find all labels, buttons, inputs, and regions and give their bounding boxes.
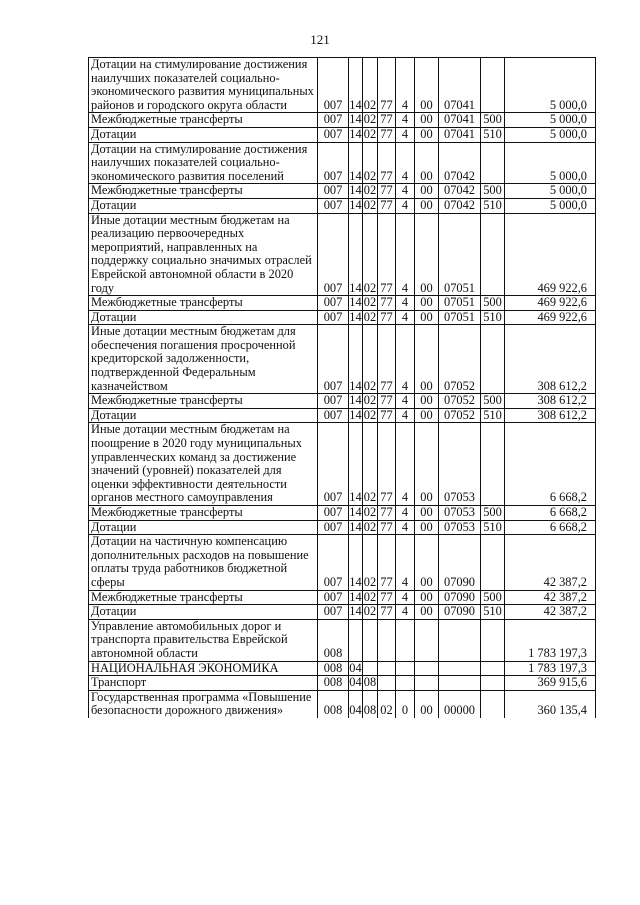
- amount-cell: 308 612,2: [505, 394, 596, 409]
- subprogram-code-cell: 4: [396, 506, 415, 521]
- subprogram-code-cell: 4: [396, 113, 415, 128]
- table-row: [89, 113, 596, 128]
- table-row: [89, 590, 596, 605]
- ved-code-cell: 007: [318, 520, 349, 535]
- expense-type-cell: [481, 423, 505, 506]
- expense-type-cell: 500: [481, 113, 505, 128]
- expense-type-cell: 500: [481, 184, 505, 199]
- section-code-cell: 04: [349, 690, 363, 718]
- subsection-code-cell: 02: [363, 325, 378, 394]
- program-code-cell: 77: [378, 310, 396, 325]
- ved-code-cell: 007: [318, 394, 349, 409]
- table-row: [89, 310, 596, 325]
- subprogram-code-cell: 4: [396, 590, 415, 605]
- subprogram-code-cell: 4: [396, 296, 415, 311]
- expense-type-cell: [481, 142, 505, 184]
- subsection-code-cell: 02: [363, 58, 378, 113]
- amount-cell: 369 915,6: [505, 676, 596, 691]
- section-code-cell: 14: [349, 520, 362, 534]
- ved-code-cell: 008: [318, 690, 349, 718]
- subsection-code-cell: 08: [363, 675, 377, 690]
- subsection-code-cell: 08: [363, 690, 378, 718]
- row-name-cell: Государственная программа «Повышение безопасности дорожного движения»: [89, 690, 318, 718]
- subprogram-code-cell: 0: [396, 690, 415, 718]
- expense-type-cell: [481, 535, 505, 590]
- section-code-cell: 14: [349, 142, 363, 184]
- expense-type-cell: 510: [481, 605, 505, 620]
- subprogram-code-cell: 4: [396, 213, 415, 296]
- subsection-code-cell: 02: [363, 142, 378, 184]
- expense-type-cell: 510: [481, 520, 505, 535]
- direction-code-cell: 07041: [439, 113, 481, 128]
- table-row: [89, 605, 596, 620]
- expense-type-cell: 510: [481, 408, 505, 423]
- subprogram-code-cell: 4: [396, 58, 415, 113]
- program-code-cell: [378, 619, 396, 661]
- direction-code-cell: 07052: [439, 325, 481, 394]
- table-row: [89, 198, 596, 213]
- subsection-code-cell: 02: [363, 590, 377, 604]
- amount-cell: 1 783 197,3: [505, 661, 596, 676]
- row-name-cell: Межбюджетные трансферты: [89, 113, 318, 128]
- section-code-cell: 14: [349, 112, 362, 127]
- program-code-cell: 77: [378, 423, 396, 506]
- subsection-code-cell: 02: [363, 112, 377, 127]
- subprogram-code-cell: 4: [396, 142, 415, 184]
- subprogram-code-cell: [396, 676, 415, 691]
- ved-code-cell: 007: [318, 325, 349, 394]
- section-code-cell: 14: [349, 183, 362, 198]
- row-name-cell: Управление автомобильных дорог и транспорта правительства Еврейской автономной области: [89, 619, 318, 661]
- event-code-cell: 00: [415, 296, 439, 311]
- direction-code-cell: 07090: [439, 535, 481, 590]
- expense-type-cell: [481, 619, 505, 661]
- ved-code-cell: 007: [318, 213, 349, 296]
- table-row: [89, 690, 596, 718]
- program-code-cell: 77: [378, 58, 396, 113]
- table-row: [89, 394, 596, 409]
- direction-code-cell: 07041: [439, 127, 481, 142]
- ved-code-cell: 007: [318, 127, 349, 142]
- subprogram-code-cell: 4: [396, 394, 415, 409]
- expense-type-cell: 510: [481, 127, 505, 142]
- amount-cell: 469 922,6: [505, 310, 596, 325]
- table-row: [89, 423, 596, 506]
- table-body: [89, 58, 596, 718]
- program-code-cell: 77: [378, 590, 396, 605]
- table-row: [89, 325, 596, 394]
- program-code-cell: 77: [378, 535, 396, 590]
- ved-code-cell: 008: [318, 661, 349, 676]
- direction-code-cell: 07052: [439, 408, 481, 423]
- expense-type-cell: 500: [481, 296, 505, 311]
- section-code-cell: 14: [349, 295, 362, 310]
- table-row: [89, 213, 596, 296]
- program-code-cell: 77: [378, 184, 396, 199]
- row-name-cell: Дотации: [89, 605, 318, 620]
- table-row: [89, 676, 596, 691]
- subprogram-code-cell: 4: [396, 198, 415, 213]
- direction-code-cell: [439, 661, 481, 676]
- event-code-cell: 00: [415, 506, 439, 521]
- program-code-cell: 77: [378, 127, 396, 142]
- table-row: [89, 296, 596, 311]
- event-code-cell: [415, 661, 439, 676]
- program-code-cell: [378, 676, 396, 691]
- subsection-code-cell: 02: [363, 535, 378, 590]
- row-name-cell: Дотации на стимулирование достижения наилучших показателей социально-экономического развития поселений: [89, 142, 318, 184]
- amount-cell: 42 387,2: [505, 535, 596, 590]
- direction-code-cell: 07052: [439, 394, 481, 409]
- subprogram-code-cell: 4: [396, 325, 415, 394]
- event-code-cell: 00: [415, 690, 439, 718]
- row-name-cell: Иные дотации местным бюджетам на реализацию первоочередных мероприятий, направленных на поддержку социально значимых отраслей Еврейской автономной области в 2020 году: [89, 213, 318, 296]
- event-code-cell: 00: [415, 310, 439, 325]
- program-code-cell: 77: [378, 520, 396, 535]
- program-code-cell: 77: [378, 213, 396, 296]
- ved-code-cell: 007: [318, 296, 349, 311]
- row-name-cell: Дотации: [89, 408, 318, 423]
- section-code-cell: [349, 619, 363, 661]
- subsection-code-cell: [363, 661, 378, 676]
- row-name-cell: Иные дотации местным бюджетам на поощрение в 2020 году муниципальных управленческих команд за достижение значений (уровней) показателей для оценки эффективности деятельности органов местного самоуправления: [89, 423, 318, 506]
- section-code-cell: 14: [349, 408, 362, 422]
- row-name-cell: Межбюджетные трансферты: [89, 184, 318, 199]
- expense-type-cell: [481, 690, 505, 718]
- event-code-cell: 00: [415, 423, 439, 506]
- row-name-cell: Дотации: [89, 520, 318, 535]
- amount-cell: 5 000,0: [505, 58, 596, 113]
- amount-cell: 42 387,2: [505, 590, 596, 605]
- subprogram-code-cell: 4: [396, 535, 415, 590]
- subprogram-code-cell: 4: [396, 520, 415, 535]
- amount-cell: 1 783 197,3: [505, 619, 596, 661]
- ved-code-cell: 007: [318, 506, 349, 521]
- expense-type-cell: [481, 58, 505, 113]
- table-row: [89, 127, 596, 142]
- section-code-cell: 14: [349, 213, 363, 296]
- event-code-cell: 00: [415, 58, 439, 113]
- subsection-code-cell: 02: [363, 604, 377, 619]
- section-code-cell: 14: [349, 393, 362, 408]
- amount-cell: 469 922,6: [505, 213, 596, 296]
- row-name-cell: Дотации: [89, 127, 318, 142]
- section-code-cell: 14: [349, 590, 362, 604]
- subprogram-code-cell: [396, 661, 415, 676]
- subprogram-code-cell: 4: [396, 408, 415, 423]
- section-code-cell: 14: [349, 198, 362, 212]
- row-name-cell: Межбюджетные трансферты: [89, 590, 318, 605]
- expense-type-cell: 500: [481, 506, 505, 521]
- subsection-code-cell: [363, 619, 378, 661]
- direction-code-cell: 07042: [439, 198, 481, 213]
- amount-cell: 469 922,6: [505, 296, 596, 311]
- table-row: [89, 142, 596, 184]
- amount-cell: 5 000,0: [505, 142, 596, 184]
- subsection-code-cell: 02: [363, 127, 377, 141]
- section-code-cell: 14: [349, 58, 363, 113]
- program-code-cell: 77: [378, 142, 396, 184]
- row-name-cell: Иные дотации местным бюджетам для обеспечения погашения просроченной кредиторской задолженности, подтвержденной Федеральным казначейством: [89, 325, 318, 394]
- row-name-cell: НАЦИОНАЛЬНАЯ ЭКОНОМИКА: [89, 661, 318, 676]
- expense-type-cell: [481, 213, 505, 296]
- event-code-cell: 00: [415, 198, 439, 213]
- expense-type-cell: 510: [481, 198, 505, 213]
- event-code-cell: 00: [415, 605, 439, 620]
- amount-cell: 6 668,2: [505, 506, 596, 521]
- table-row: [89, 520, 596, 535]
- subsection-code-cell: 02: [363, 213, 378, 296]
- table-row: [89, 408, 596, 423]
- program-code-cell: 77: [378, 198, 396, 213]
- subprogram-code-cell: 4: [396, 184, 415, 199]
- expense-type-cell: 500: [481, 394, 505, 409]
- ved-code-cell: 007: [318, 590, 349, 605]
- ved-code-cell: 007: [318, 184, 349, 199]
- subsection-code-cell: 02: [363, 408, 377, 422]
- section-code-cell: 14: [349, 604, 362, 619]
- subprogram-code-cell: 4: [396, 127, 415, 142]
- subprogram-code-cell: 4: [396, 310, 415, 325]
- ved-code-cell: 007: [318, 423, 349, 506]
- budget-table: [88, 57, 596, 718]
- row-name-cell: Межбюджетные трансферты: [89, 506, 318, 521]
- amount-cell: 6 668,2: [505, 423, 596, 506]
- amount-cell: 5 000,0: [505, 127, 596, 142]
- subsection-code-cell: 02: [363, 505, 377, 519]
- ved-code-cell: 007: [318, 605, 349, 620]
- expense-type-cell: [481, 325, 505, 394]
- subsection-code-cell: 02: [363, 423, 378, 506]
- expense-type-cell: 510: [481, 310, 505, 325]
- direction-code-cell: 07041: [439, 58, 481, 113]
- row-name-cell: Межбюджетные трансферты: [89, 296, 318, 311]
- section-code-cell: 14: [349, 505, 362, 519]
- direction-code-cell: [439, 676, 481, 691]
- event-code-cell: [415, 619, 439, 661]
- direction-code-cell: 07053: [439, 506, 481, 521]
- table-row: [89, 661, 596, 676]
- section-code-cell: 14: [349, 127, 362, 141]
- ved-code-cell: 007: [318, 198, 349, 213]
- amount-cell: 5 000,0: [505, 113, 596, 128]
- event-code-cell: 00: [415, 127, 439, 142]
- subsection-code-cell: 02: [363, 310, 377, 324]
- event-code-cell: 00: [415, 113, 439, 128]
- row-name-cell: Транспорт: [89, 676, 318, 691]
- event-code-cell: 00: [415, 394, 439, 409]
- subprogram-code-cell: [396, 619, 415, 661]
- section-code-cell: 04: [349, 675, 362, 690]
- amount-cell: 5 000,0: [505, 184, 596, 199]
- direction-code-cell: 07051: [439, 213, 481, 296]
- subsection-code-cell: 02: [363, 295, 377, 310]
- section-code-cell: 14: [349, 535, 363, 590]
- expense-type-cell: [481, 676, 505, 691]
- direction-code-cell: 07042: [439, 184, 481, 199]
- event-code-cell: 00: [415, 325, 439, 394]
- table-row: [89, 619, 596, 661]
- row-name-cell: Дотации на частичную компенсацию дополнительных расходов на повышение оплаты труда работников бюджетной сферы: [89, 535, 318, 590]
- direction-code-cell: 07042: [439, 142, 481, 184]
- ved-code-cell: 007: [318, 142, 349, 184]
- program-code-cell: 77: [378, 113, 396, 128]
- table-row: [89, 535, 596, 590]
- row-name-cell: Дотации на стимулирование достижения наилучших показателей социально-экономического развития муниципальных районов и городского округа области: [89, 58, 318, 113]
- program-code-cell: 77: [378, 394, 396, 409]
- row-name-cell: Дотации: [89, 310, 318, 325]
- subprogram-code-cell: 4: [396, 423, 415, 506]
- program-code-cell: 77: [378, 325, 396, 394]
- page-number: 121: [310, 32, 330, 47]
- direction-code-cell: 07090: [439, 590, 481, 605]
- event-code-cell: 00: [415, 184, 439, 199]
- event-code-cell: 00: [415, 213, 439, 296]
- event-code-cell: 00: [415, 535, 439, 590]
- row-name-cell: Межбюджетные трансферты: [89, 394, 318, 409]
- direction-code-cell: 07053: [439, 520, 481, 535]
- section-code-cell: 14: [349, 423, 363, 506]
- direction-code-cell: 07051: [439, 310, 481, 325]
- program-code-cell: 77: [378, 605, 396, 620]
- event-code-cell: 00: [415, 408, 439, 423]
- event-code-cell: 00: [415, 590, 439, 605]
- amount-cell: 360 135,4: [505, 690, 596, 718]
- ved-code-cell: 007: [318, 113, 349, 128]
- program-code-cell: [378, 661, 396, 676]
- subsection-code-cell: 02: [363, 183, 377, 198]
- ved-code-cell: 007: [318, 535, 349, 590]
- table-row: [89, 506, 596, 521]
- ved-code-cell: 007: [318, 408, 349, 423]
- subsection-code-cell: 02: [363, 198, 377, 212]
- amount-cell: 42 387,2: [505, 605, 596, 620]
- subprogram-code-cell: 4: [396, 605, 415, 620]
- amount-cell: 6 668,2: [505, 520, 596, 535]
- program-code-cell: 77: [378, 506, 396, 521]
- event-code-cell: 00: [415, 520, 439, 535]
- event-code-cell: [415, 676, 439, 691]
- section-code-cell: 14: [349, 310, 362, 324]
- program-code-cell: 77: [378, 408, 396, 423]
- section-code-cell: 04: [349, 661, 362, 675]
- ved-code-cell: 008: [318, 676, 349, 691]
- table-row: [89, 58, 596, 113]
- direction-code-cell: 07051: [439, 296, 481, 311]
- direction-code-cell: 00000: [439, 690, 481, 718]
- amount-cell: 308 612,2: [505, 325, 596, 394]
- direction-code-cell: 07090: [439, 605, 481, 620]
- subsection-code-cell: 02: [363, 393, 377, 408]
- program-code-cell: 02: [378, 690, 396, 718]
- expense-type-cell: [481, 661, 505, 676]
- program-code-cell: 77: [378, 296, 396, 311]
- expense-type-cell: 500: [481, 590, 505, 605]
- ved-code-cell: 008: [318, 619, 349, 661]
- row-name-cell: Дотации: [89, 198, 318, 213]
- amount-cell: 5 000,0: [505, 198, 596, 213]
- amount-cell: 308 612,2: [505, 408, 596, 423]
- direction-code-cell: 07053: [439, 423, 481, 506]
- direction-code-cell: [439, 619, 481, 661]
- table-row: [89, 184, 596, 199]
- ved-code-cell: 007: [318, 310, 349, 325]
- event-code-cell: 00: [415, 142, 439, 184]
- subsection-code-cell: 02: [363, 520, 377, 534]
- section-code-cell: 14: [349, 325, 363, 394]
- ved-code-cell: 007: [318, 58, 349, 113]
